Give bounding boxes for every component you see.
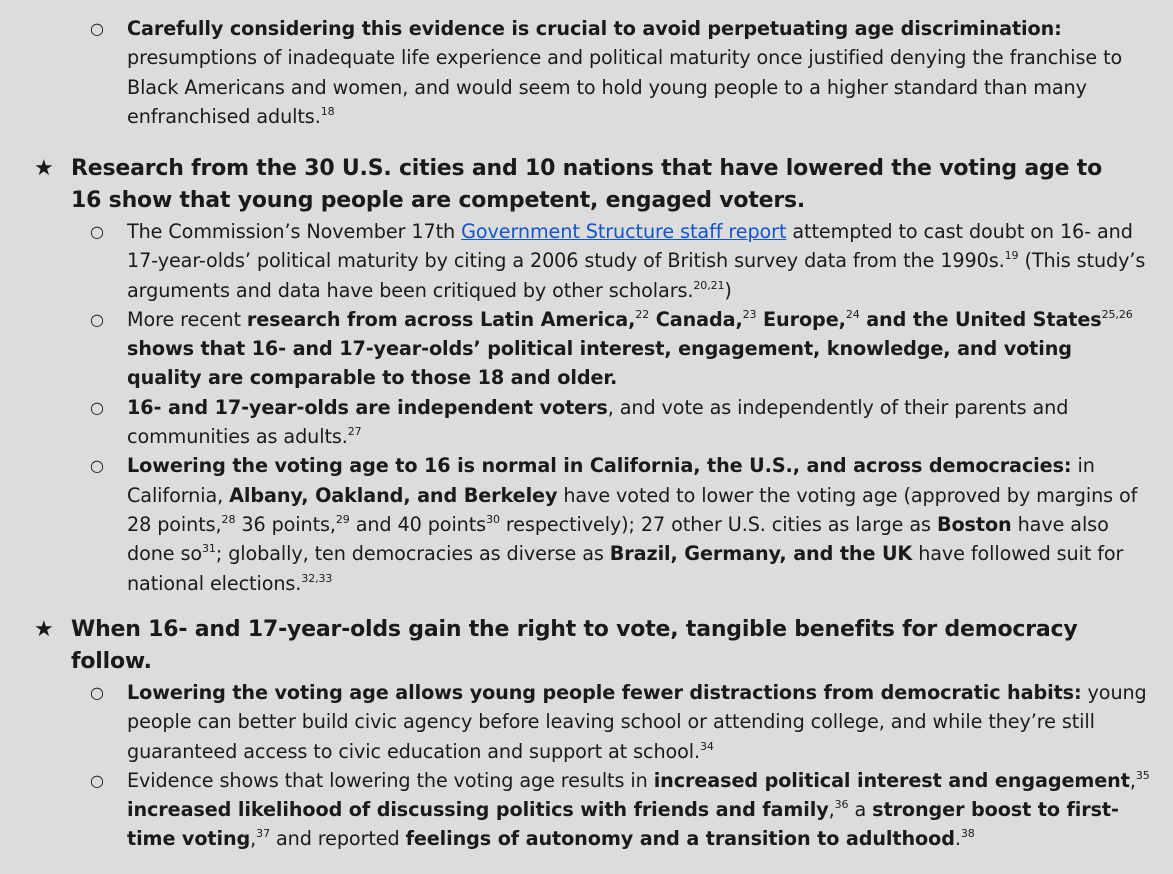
bold-text: Boston <box>936 512 1012 536</box>
bold-text: Brazil, Germany, and the UK <box>609 542 913 566</box>
heading-text: Research from the 30 U.S. cities and 10 nations that have lowered the voting age to 16 show that young people are competent, engaged voters. <box>71 156 1103 213</box>
text: , and vote as independently of their parents and communities as adults. <box>127 395 1069 449</box>
list-item <box>0 766 1173 854</box>
text: ) <box>724 278 732 302</box>
footnote-ref[interactable]: 19 <box>1004 249 1019 263</box>
bold-text: Carefully considering this evidence is crucial to avoid perpetuating age discrimination: <box>127 17 1062 40</box>
text: have followed suit for national elections. <box>127 542 1124 595</box>
bold-text: Lowering the voting age to 16 is normal in California, the U.S., and across democracies: <box>127 454 1072 478</box>
footnote-ref[interactable]: 35 <box>1135 768 1150 782</box>
text: and 40 points <box>349 512 487 536</box>
bold-text: 16- and 17-year-olds are independent voters <box>127 395 608 419</box>
text: respectively); 27 other U.S. cities as large as <box>499 512 937 536</box>
circle-bullet-icon: ○ <box>90 456 104 476</box>
star-bullet-icon: ★ <box>34 156 54 181</box>
circle-bullet-icon: ○ <box>90 19 104 38</box>
circle-bullet-icon: ○ <box>90 397 104 417</box>
list-item <box>0 14 1173 131</box>
list-item <box>0 393 1173 452</box>
heading-text: When 16- and 17-year-olds gain the right to vote, tangible benefits for democracy follow. <box>71 617 1078 674</box>
section-heading <box>0 153 1173 217</box>
text: in California, <box>127 454 1095 507</box>
footnote-ref[interactable]: 36 <box>834 798 849 812</box>
text: (This study’s arguments and data have been critiqued by other scholars. <box>127 249 1146 302</box>
text: have also done so <box>127 512 1109 566</box>
list-item <box>0 305 1173 393</box>
text: 36 points, <box>235 512 336 536</box>
footnote-ref[interactable]: 22 <box>635 307 650 321</box>
text: The Commission’s November 17th <box>127 220 462 243</box>
bold-text: feelings of autonomy and a transition to adulthood <box>405 827 955 851</box>
top-item <box>0 14 1173 131</box>
circle-bullet-icon: ○ <box>90 222 104 241</box>
bold-text: Canada, <box>649 307 743 331</box>
footnote-ref[interactable]: 20,21 <box>693 278 725 292</box>
bold-text: increased political interest and engagement <box>653 768 1130 792</box>
circle-bullet-icon: ○ <box>90 770 104 790</box>
section-heading <box>0 614 1173 678</box>
star-bullet-icon: ★ <box>34 617 54 642</box>
bold-text: Albany, Oakland, and Berkeley <box>229 483 558 507</box>
bold-text: stronger boost to first-time voting <box>127 798 1119 851</box>
footnote-ref[interactable]: 28 <box>221 512 236 526</box>
footnote-ref[interactable]: 27 <box>347 425 362 439</box>
footnote-ref[interactable]: 32,33 <box>301 571 333 585</box>
text: attempted to cast doubt on 16- and 17-year-olds’ political maturity by citing a 2006 study of British survey data from the 1990s. <box>127 220 1133 273</box>
bold-text: increased likelihood of discussing politics with friends and family <box>127 798 829 822</box>
text: , <box>250 827 257 851</box>
circle-bullet-icon: ○ <box>90 683 104 702</box>
text: have voted to lower the voting age (approved by margins of 28 points, <box>127 483 1138 536</box>
list-item <box>0 678 1173 766</box>
text: . <box>954 827 961 851</box>
bold-text: Lowering the voting age allows young people fewer distractions from democratic habits: <box>127 681 1082 704</box>
bold-text: and the United States <box>859 307 1102 331</box>
bold-text: Europe, <box>756 307 846 331</box>
text: young people can better build civic agency before leaving school or attending college, and while they’re still guaranteed access to civic education and support at school. <box>127 681 1147 763</box>
section-benefits <box>0 614 1173 854</box>
footnote-ref[interactable]: 38 <box>960 827 975 841</box>
footnote-ref[interactable]: 37 <box>256 827 270 841</box>
footnote-ref[interactable]: 30 <box>486 512 500 526</box>
circle-bullet-icon: ○ <box>90 309 104 329</box>
section-research <box>0 153 1173 598</box>
text: presumptions of inadequate life experience and political maturity once justified denying the franchise to Black Americans and women, and would seem to hold young people to a higher standard than many enfranchised adults. <box>127 46 1123 128</box>
text: a <box>848 798 873 822</box>
footnote-ref[interactable]: 25,26 <box>1101 307 1133 321</box>
text: , <box>828 798 835 822</box>
footnote-ref[interactable]: 29 <box>335 512 350 526</box>
bold-text: research from across Latin America, <box>246 307 636 331</box>
footnote-ref[interactable]: 34 <box>700 739 714 753</box>
footnote-ref[interactable]: 18 <box>320 104 335 118</box>
text: More recent <box>127 307 247 331</box>
footnote-ref[interactable]: 31 <box>202 542 216 556</box>
bold-text: shows that 16- and 17-year-olds’ political interest, engagement, knowledge, and voting quality are comparable to those 18 and older. <box>127 337 1072 390</box>
text: Evidence shows that lowering the voting age results in <box>127 768 654 792</box>
text: and reported <box>269 827 406 851</box>
text: , <box>1129 768 1136 792</box>
footnote-ref[interactable]: 24 <box>845 307 860 321</box>
staff-report-link[interactable]: Government Structure staff report <box>461 220 787 243</box>
footnote-ref[interactable]: 23 <box>742 307 757 321</box>
list-item <box>0 217 1173 305</box>
text: ; globally, ten democracies as diverse as <box>215 542 610 566</box>
list-item <box>0 451 1173 597</box>
